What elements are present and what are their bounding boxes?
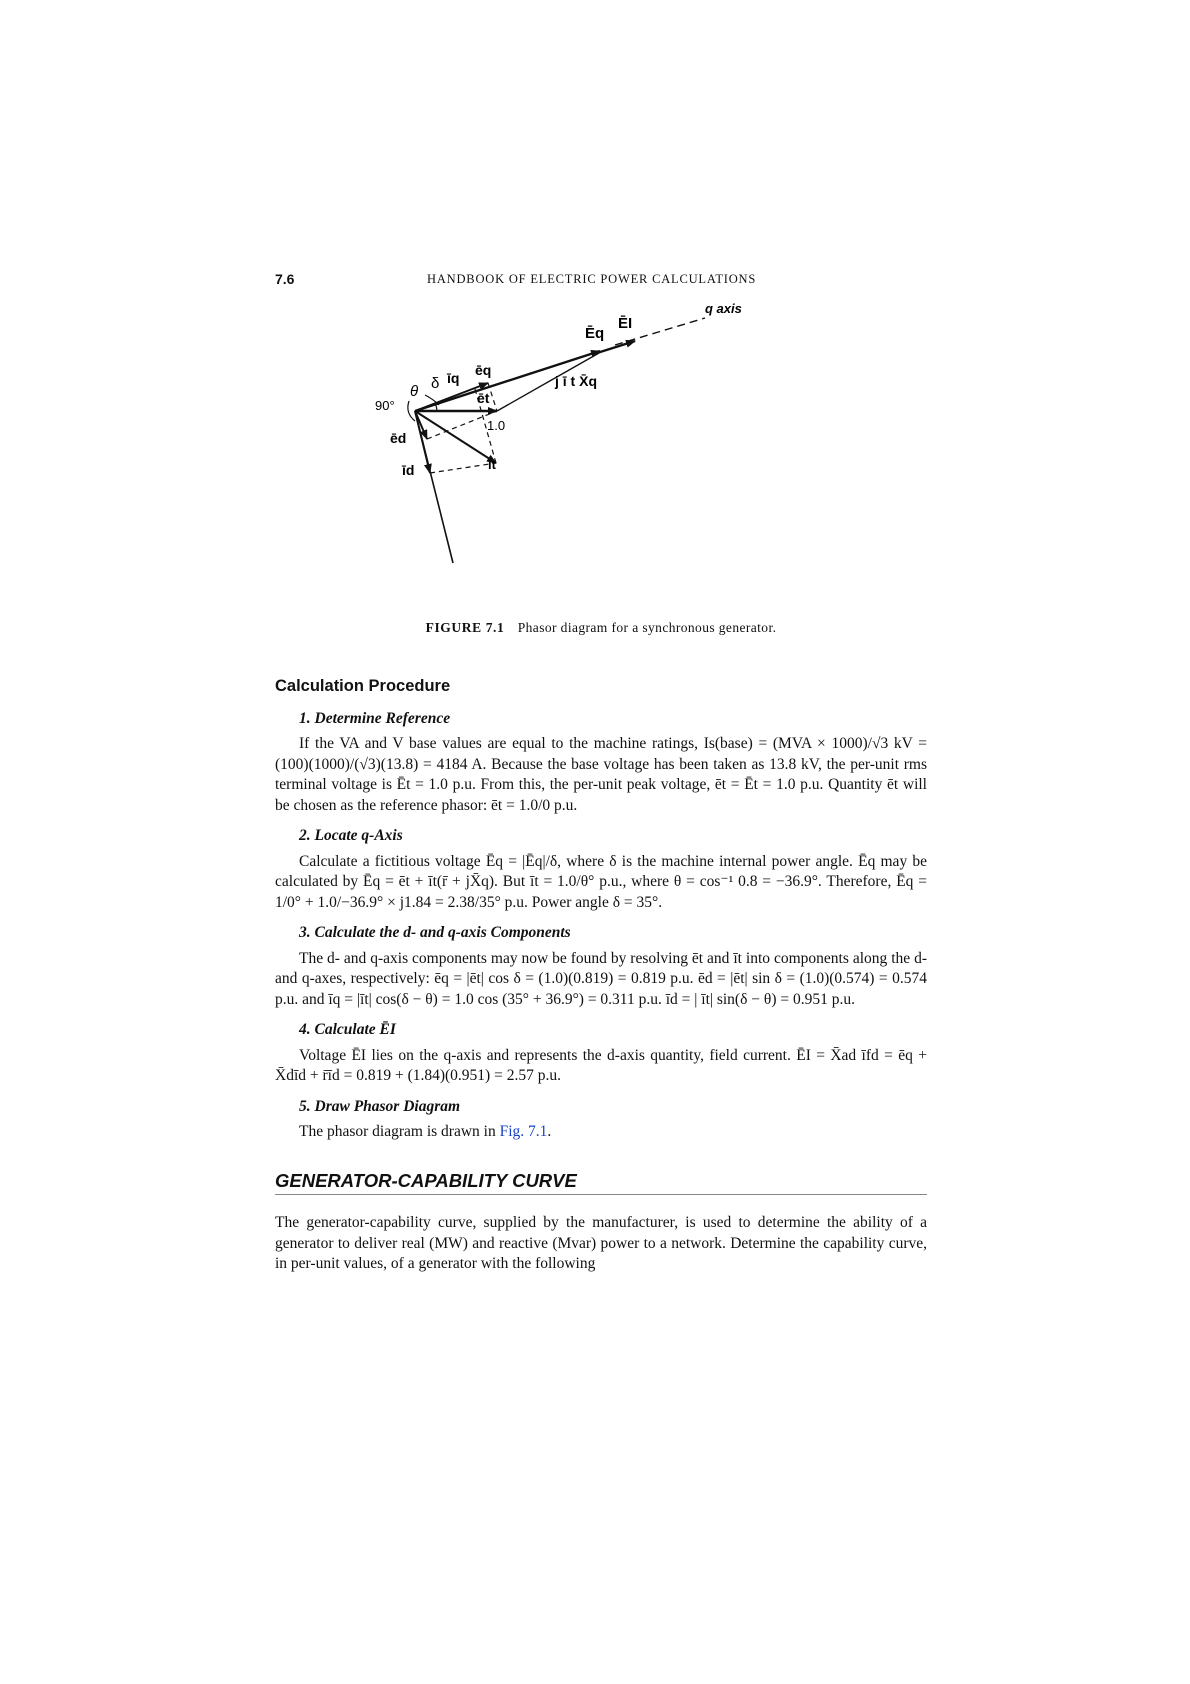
label-one: 1.0 xyxy=(487,418,506,433)
label-EI: ĒI xyxy=(618,315,633,332)
closing-paragraph: The generator-capability curve, supplied by the manufacturer, is used to determine the ability of a generator to deliver real (MW) and reactive (Mvar) power to a network. Determine the capability curve, in per-unit values, of a generator with the following xyxy=(275,1214,927,1272)
figure-caption xyxy=(275,620,927,636)
step-title: 5. Draw Phasor Diagram xyxy=(299,1097,461,1115)
label-Eq: Ēq xyxy=(585,325,605,342)
label-id: īd xyxy=(402,462,415,478)
step-text xyxy=(275,1122,927,1143)
label-jiXq: j ī t X̄q xyxy=(555,373,597,389)
step-title: 1. Determine Reference xyxy=(299,709,451,727)
label-delta: δ xyxy=(431,375,440,392)
step-text: If the VA and V base values are equal to the machine ratings, Is(base) = (MVA × 1000)/√3 kV = (100)(1000)/(√3)(13.8) = 4184 A. Because the base voltage has been taken as 13.8 kV, the per-unit rms terminal voltage is Ēt = 1.0 p.u. From this, the per-unit peak voltage, ēt = Ēt = 1.0 p.u. Quantity ēt will be chosen as the reference phasor: ēt = 1.0/0 p.u. xyxy=(275,735,927,814)
page-number: 7.6 xyxy=(275,271,295,287)
step-1 xyxy=(275,709,927,817)
caption-label: FIGURE 7.1 xyxy=(425,620,505,635)
step-text: The d- and q-axis components may now be found by resolving ēt and īt into components along the d- and q-axes, respectively: ēq = |ēt| cos δ = (1.0)(0.819) = 0.819 p.u. ēd = |ēt| sin δ = (1.0)(0.574) = 0.574 p.u. and īq = |īt| cos(δ − θ) = 1.0 cos (35° + 36.9°) = 0.311 p.u. īd = | īt| sin(δ − θ) = 0.951 p.u. xyxy=(275,949,927,1008)
label-q-axis: q axis xyxy=(705,301,742,316)
label-it: īt xyxy=(488,457,496,472)
document-page xyxy=(275,0,927,1684)
figure-7-1-link[interactable]: Fig. 7.1 xyxy=(499,1123,548,1140)
running-title: HANDBOOK OF ELECTRIC POWER CALCULATIONS xyxy=(427,272,757,286)
step-4 xyxy=(275,1020,927,1087)
step-title: 2. Locate q-Axis xyxy=(299,827,403,844)
step-3 xyxy=(275,923,927,1010)
step-text: Calculate a fictitious voltage Ēq = |Ēq|/δ, where δ is the machine internal power angle. Ēq may be calculated by Ēq = ēt + īt(r̄ + jX̄q). But īt = 1.0/θ° p.u., where θ = cos⁻¹ 0.8 = −36.9°. Therefore, Ēq = 1/0° + 1.0/−36.9° × j1.84 = 2.38/35° p.u. Power angle δ = 35°. xyxy=(275,852,927,911)
label-ed: ēd xyxy=(390,430,407,446)
label-theta: θ xyxy=(410,383,419,400)
section-heading: Calculation Procedure xyxy=(275,677,451,695)
step-text: Voltage ĒI lies on the q-axis and represents the d-axis quantity, field current. ĒI = X̄ad īfd = ēq + X̄dīd + r̄īd = 0.819 + (1.84)(0.951) = 2.57 p.u. xyxy=(275,1046,927,1084)
phasor-diagram-figure xyxy=(375,301,815,613)
label-ninety: 90° xyxy=(375,398,395,413)
caption-text: Phasor diagram for a synchronous generator. xyxy=(517,620,777,635)
step-title: 4. Calculate ĒI xyxy=(299,1021,396,1038)
phasor-diagram xyxy=(375,301,815,613)
main-content xyxy=(275,676,927,1290)
label-et: ēt xyxy=(477,390,490,406)
ei-phasor xyxy=(597,341,635,353)
step-text-before: The phasor diagram is drawn in xyxy=(299,1123,500,1140)
label-eq: ēq xyxy=(475,362,492,378)
label-iq: īq xyxy=(447,370,460,386)
step-text-after: . xyxy=(547,1123,552,1140)
step-2 xyxy=(275,826,927,913)
projection-dashed xyxy=(430,463,496,473)
chapter-heading: GENERATOR-CAPABILITY CURVE xyxy=(275,1171,927,1196)
step-5 xyxy=(275,1097,927,1143)
right-angle-arc xyxy=(408,401,415,421)
step-title: 3. Calculate the d- and q-axis Components xyxy=(299,924,571,941)
